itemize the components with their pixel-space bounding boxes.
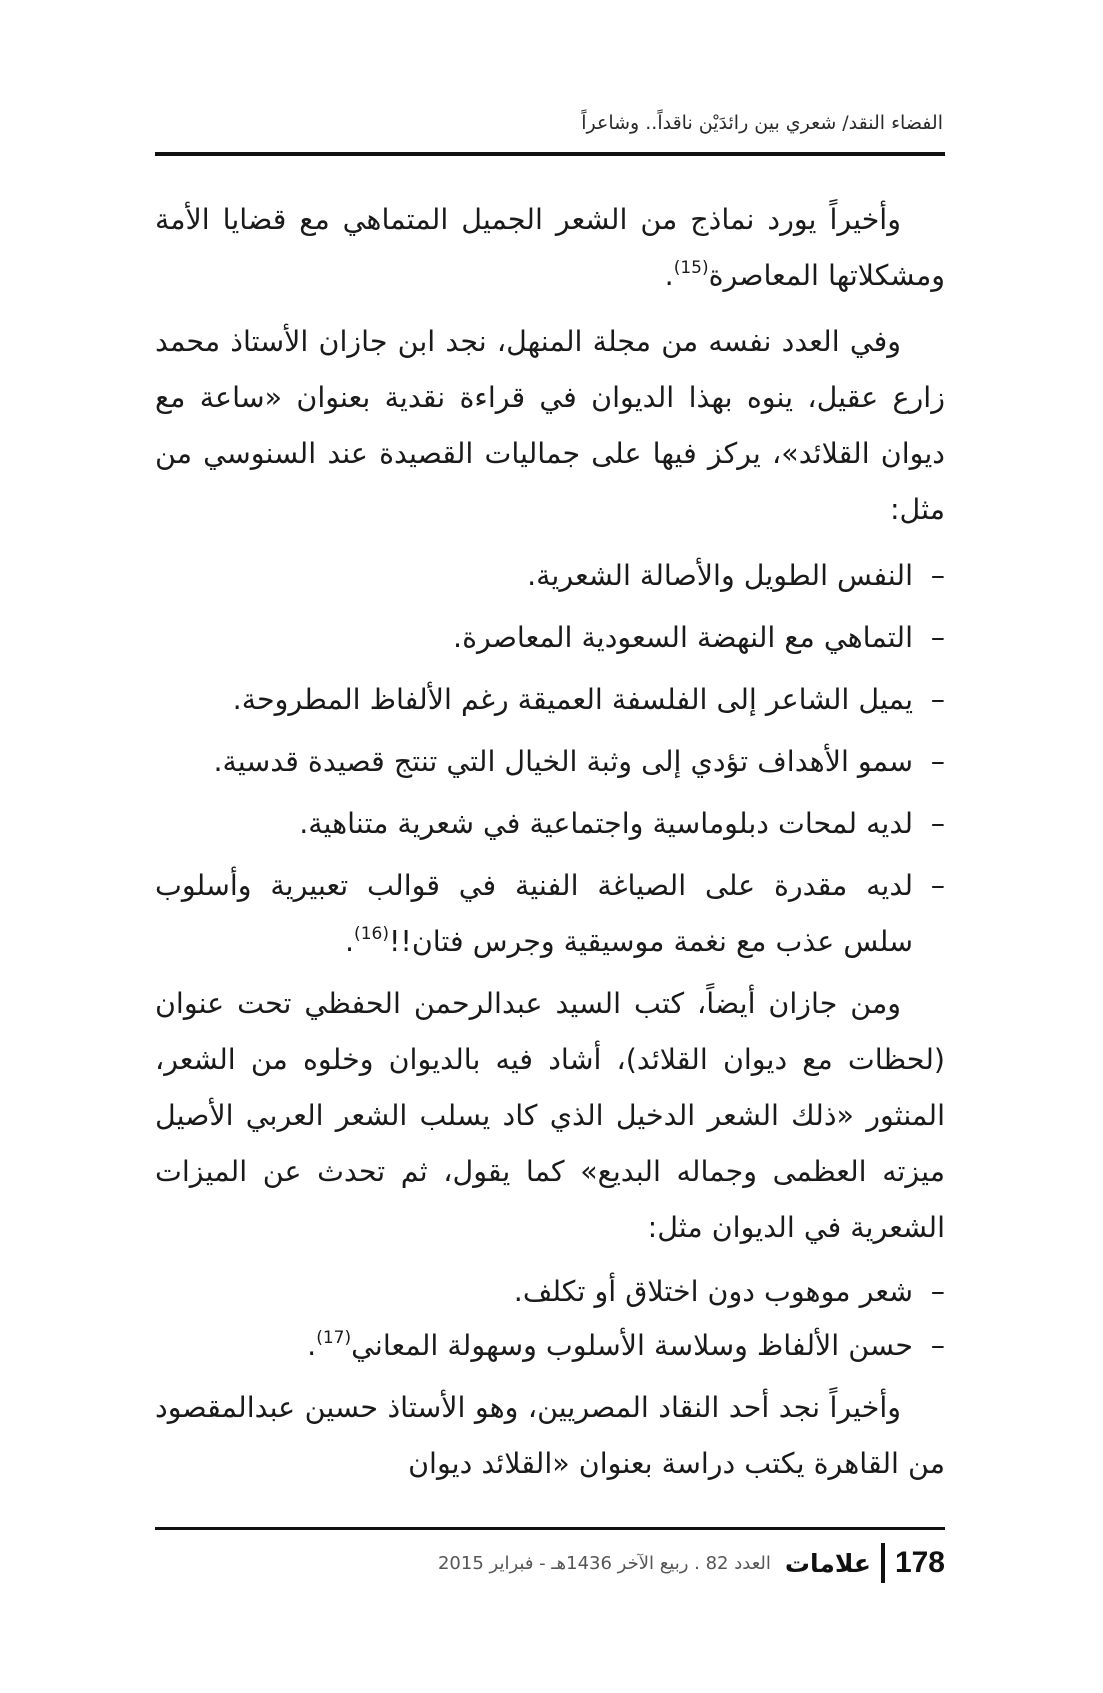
list-dash: – [930,1275,945,1308]
issue-info: العدد 82 . ربيع الآخر 1436هـ - فبراير 2015 [437,1552,771,1574]
running-header: الفضاء النقد/ شعري بين رائدَيْن ناقداً.. وشاعراً [581,112,943,134]
list-item: – شعر موهوب دون اختلاق أو تكلف. [155,1266,945,1318]
footer-rule [155,1527,945,1530]
list-item: – لديه لمحات دبلوماسية واجتماعية في شعرية متناهية. [155,796,945,852]
footer-divider [881,1543,885,1583]
list-item: – لديه مقدرة على الصياغة الفنية في قوالب تعبيرية وأسلوب سلس عذب مع نغمة موسيقية وجرس فتان!!$^{(16)}$. [155,858,945,970]
list-dash: – [930,621,945,654]
list-dash: – [930,683,945,716]
list-dash: – [930,869,945,902]
paragraph: ومن جازان أيضاً، كتب السيد عبدالرحمن الحفظي تحت عنوان (لحظات مع ديوان القلائد)، أشاد فيه بالديوان وخلوه من الشعر، المنثور «ذلك الشعر الدخيل الذي كاد يسلب الشعر العربي الأصيل ميزته العظمى وجماله البديع» كما يقول، ثم تحدث عن الميزات الشعرية في الديوان مثل: [155,987,945,1244]
magazine-logo: علامات [784,1548,871,1578]
list-item: – حسن الألفاظ وسلاسة الأسلوب وسهولة المعاني$^{(17)}$. [155,1318,945,1374]
list-item: – النفس الطويل والأصالة الشعرية. [155,548,945,604]
footnote-ref: (15) [673,257,709,278]
article-body [155,192,945,1502]
paragraph: وأخيراً يورد نماذج من الشعر الجميل المتماهي مع قضايا الأمة ومشكلاتها المعاصرة$^{(15)}$. [155,203,945,292]
footnote-ref: (16) [354,923,389,944]
footnote-ref: (17) [316,1327,352,1348]
list-dash: – [930,1329,945,1362]
page-number: 178 [894,1546,945,1579]
list-item: – يميل الشاعر إلى الفلسفة العميقة رغم الألفاظ المطروحة. [155,672,945,728]
header-rule [155,152,945,156]
paragraph: وفي العدد نفسه من مجلة المنهل، نجد ابن جازان الأستاذ محمد زارع عقيل، ينوه بهذا الديوان في قراءة نقدية بعنوان «ساعة مع ديوان القلائد»، يركز فيها على جماليات القصيدة عند السنوسي من مثل: [155,325,945,526]
list-item: – سمو الأهداف تؤدي إلى وثبة الخيال التي تنتج قصيدة قدسية. [155,734,945,790]
list-dash: – [930,745,945,778]
list-dash: – [930,807,945,840]
list-dash: – [930,559,945,592]
list-item: – التماهي مع النهضة السعودية المعاصرة. [155,610,945,666]
paragraph: وأخيراً نجد أحد النقاد المصريين، وهو الأستاذ حسين عبدالمقصود من القاهرة يكتب دراسة بعنوان «القلائد ديوان [155,1391,945,1480]
page-footer [438,1543,945,1583]
